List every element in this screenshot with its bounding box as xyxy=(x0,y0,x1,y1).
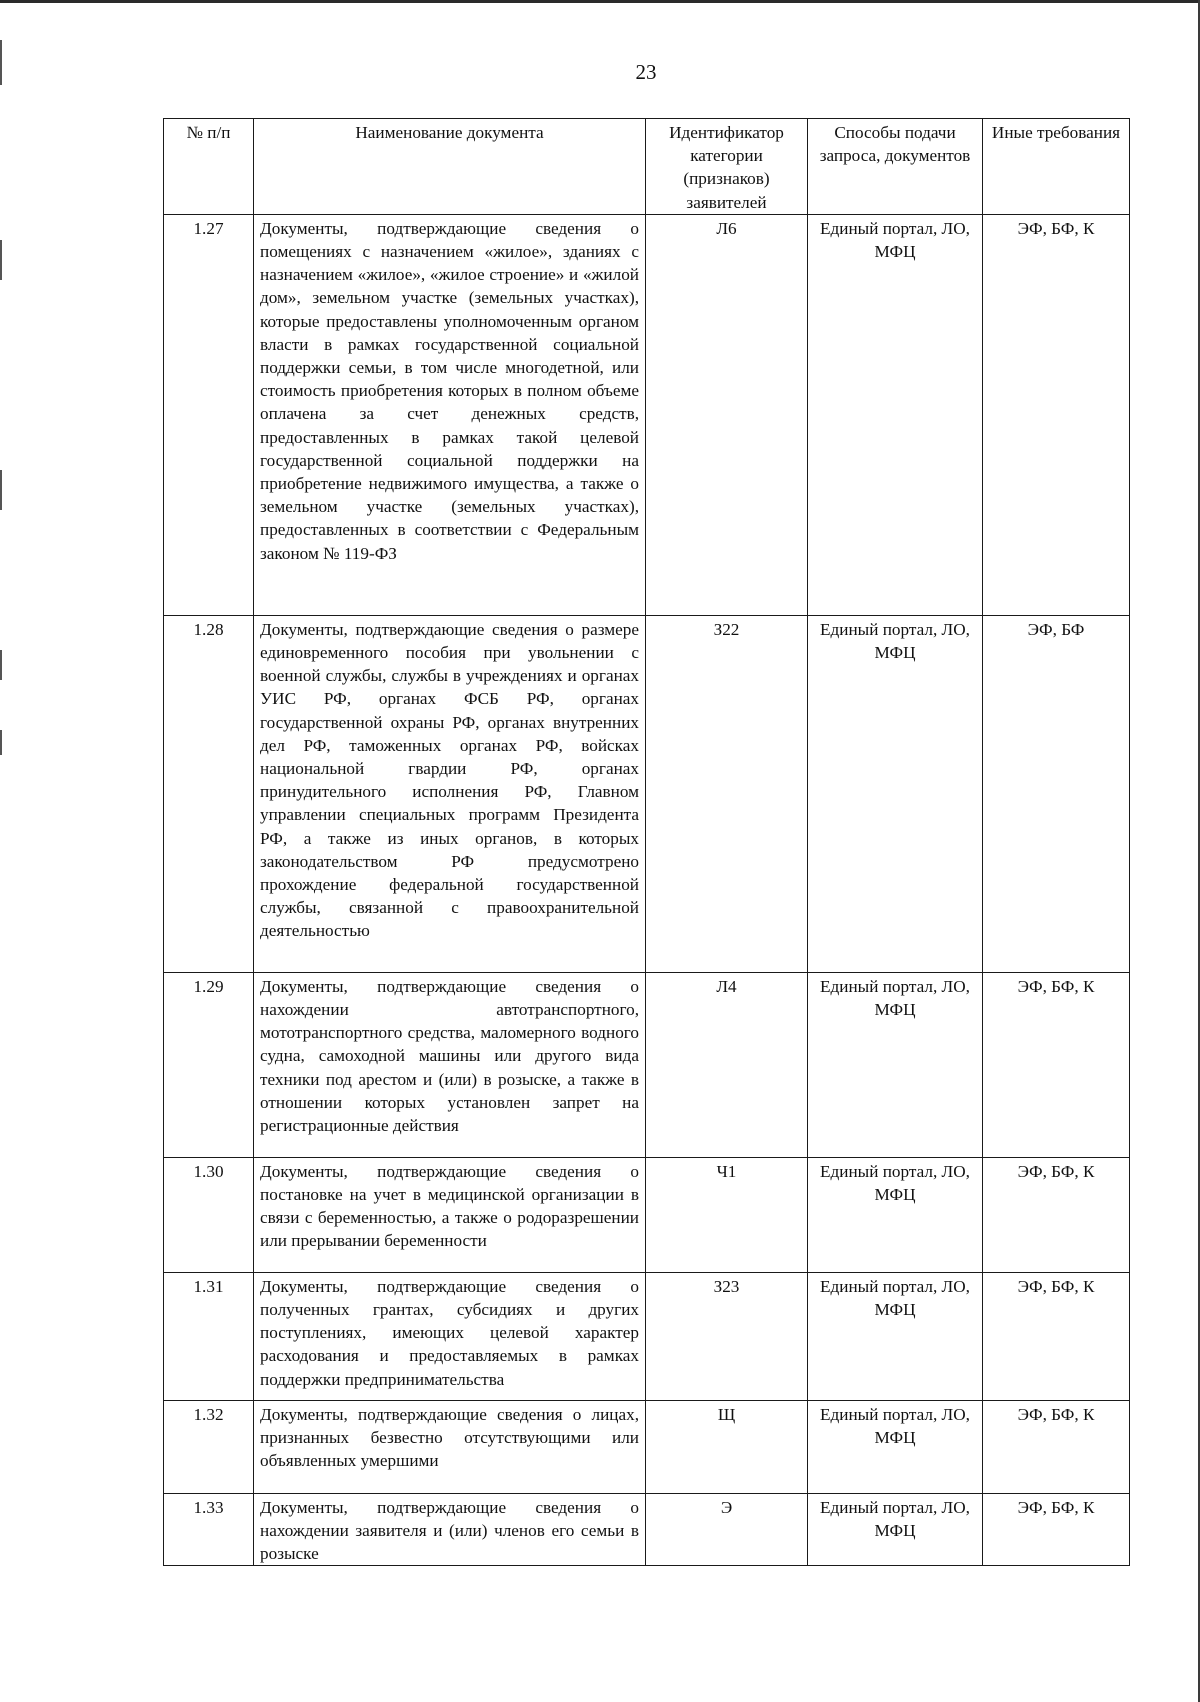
applicant-category-id: Л4 xyxy=(646,972,808,1157)
submission-ways: Единый портал, ЛО, МФЦ xyxy=(808,1157,983,1272)
row-number: 1.27 xyxy=(164,214,254,615)
other-requirements: ЭФ, БФ, К xyxy=(983,214,1130,615)
header-identifier: Идентификатор категории (признаков) заявителей xyxy=(646,119,808,215)
table-row xyxy=(164,972,1130,1157)
applicant-category-id: Ч1 xyxy=(646,1157,808,1272)
row-number: 1.32 xyxy=(164,1400,254,1493)
other-requirements: ЭФ, БФ, К xyxy=(983,1157,1130,1272)
header-other-requirements: Иные требования xyxy=(983,119,1130,215)
table-row xyxy=(164,1157,1130,1272)
table-row xyxy=(164,1400,1130,1493)
other-requirements: ЭФ, БФ, К xyxy=(983,972,1130,1157)
documents-table xyxy=(163,118,1130,1566)
submission-ways: Единый портал, ЛО, МФЦ xyxy=(808,1272,983,1400)
row-number: 1.33 xyxy=(164,1493,254,1566)
row-number: 1.31 xyxy=(164,1272,254,1400)
other-requirements: ЭФ, БФ, К xyxy=(983,1272,1130,1400)
scan-left-mark xyxy=(0,730,2,755)
submission-ways: Единый портал, ЛО, МФЦ xyxy=(808,214,983,615)
header-document-name: Наименование документа xyxy=(254,119,646,215)
document-name: Документы, подтверждающие сведения о лицах, признанных безвестно отсутствующими или объявленных умершими xyxy=(254,1400,646,1493)
scan-left-mark xyxy=(0,470,2,510)
other-requirements: ЭФ, БФ xyxy=(983,615,1130,972)
document-name: Документы, подтверждающие сведения о постановке на учет в медицинской организации в связи с беременностью, а также о родоразрешении или прерывании беременности xyxy=(254,1157,646,1272)
document-name: Документы, подтверждающие сведения о нахождении заявителя и (или) членов его семьи в розыске xyxy=(254,1493,646,1566)
page-number: 23 xyxy=(635,60,657,84)
document-name: Документы, подтверждающие сведения о помещениях с назначением «жилое», зданиях с назначением «жилое», «жилое строение» и «жилой дом», земельном участке (земельных участках), которые предоставлены уполномоченным органом власти в рамках государственной социальной поддержки семьи, в том числе многодетной, или стоимость приобретения которых в полном объеме оплачена за счет денежных средств, предоставленных в рамках такой целевой государственной социальной поддержки на приобретение недвижимого имущества, а также о земельном участке (земельных участках), предоставленных в соответствии с Федеральным законом № 119-ФЗ xyxy=(254,214,646,615)
scan-top-border xyxy=(0,0,1200,3)
other-requirements: ЭФ, БФ, К xyxy=(983,1400,1130,1493)
submission-ways: Единый портал, ЛО, МФЦ xyxy=(808,1400,983,1493)
row-number: 1.30 xyxy=(164,1157,254,1272)
document-name: Документы, подтверждающие сведения о полученных грантах, субсидиях и других поступлениях, имеющих целевой характер расходования и предоставляемых в рамках поддержки предпринимательства xyxy=(254,1272,646,1400)
applicant-category-id: З22 xyxy=(646,615,808,972)
submission-ways: Единый портал, ЛО, МФЦ xyxy=(808,1493,983,1566)
table-row xyxy=(164,615,1130,972)
document-name: Документы, подтверждающие сведения о нахождении автотранспортного, мототранспортного средства, маломерного водного судна, самоходной машины или другого вида техники под арестом и (или) в розыске, а также в отношении которых установлен запрет на регистрационные действия xyxy=(254,972,646,1157)
applicant-category-id: З23 xyxy=(646,1272,808,1400)
submission-ways: Единый портал, ЛО, МФЦ xyxy=(808,615,983,972)
other-requirements: ЭФ, БФ, К xyxy=(983,1493,1130,1566)
table-header-row xyxy=(164,119,1130,215)
applicant-category-id: Э xyxy=(646,1493,808,1566)
applicant-category-id: Л6 xyxy=(646,214,808,615)
table-row xyxy=(164,1272,1130,1400)
applicant-category-id: Щ xyxy=(646,1400,808,1493)
table-row xyxy=(164,1493,1130,1566)
document-name: Документы, подтверждающие сведения о размере единовременного пособия при увольнении с военной службы, службы в учреждениях и органах УИС РФ, органах ФСБ РФ, органах государственной охраны РФ, органах внутренних дел РФ, таможенных органах РФ, войсках национальной гвардии РФ, органах принудительного исполнения РФ, Главном управлении специальных программ Президента РФ, а также из иных органов, в которых законодательством РФ предусмотрено прохождение федеральной государственной службы, связанной с правоохранительной деятельностью xyxy=(254,615,646,972)
row-number: 1.29 xyxy=(164,972,254,1157)
scan-left-mark xyxy=(0,650,2,680)
header-submission-ways: Способы подачи запроса, документов xyxy=(808,119,983,215)
scan-left-mark xyxy=(0,240,2,280)
header-num: № п/п xyxy=(164,119,254,215)
table-row xyxy=(164,214,1130,615)
row-number: 1.28 xyxy=(164,615,254,972)
submission-ways: Единый портал, ЛО, МФЦ xyxy=(808,972,983,1157)
